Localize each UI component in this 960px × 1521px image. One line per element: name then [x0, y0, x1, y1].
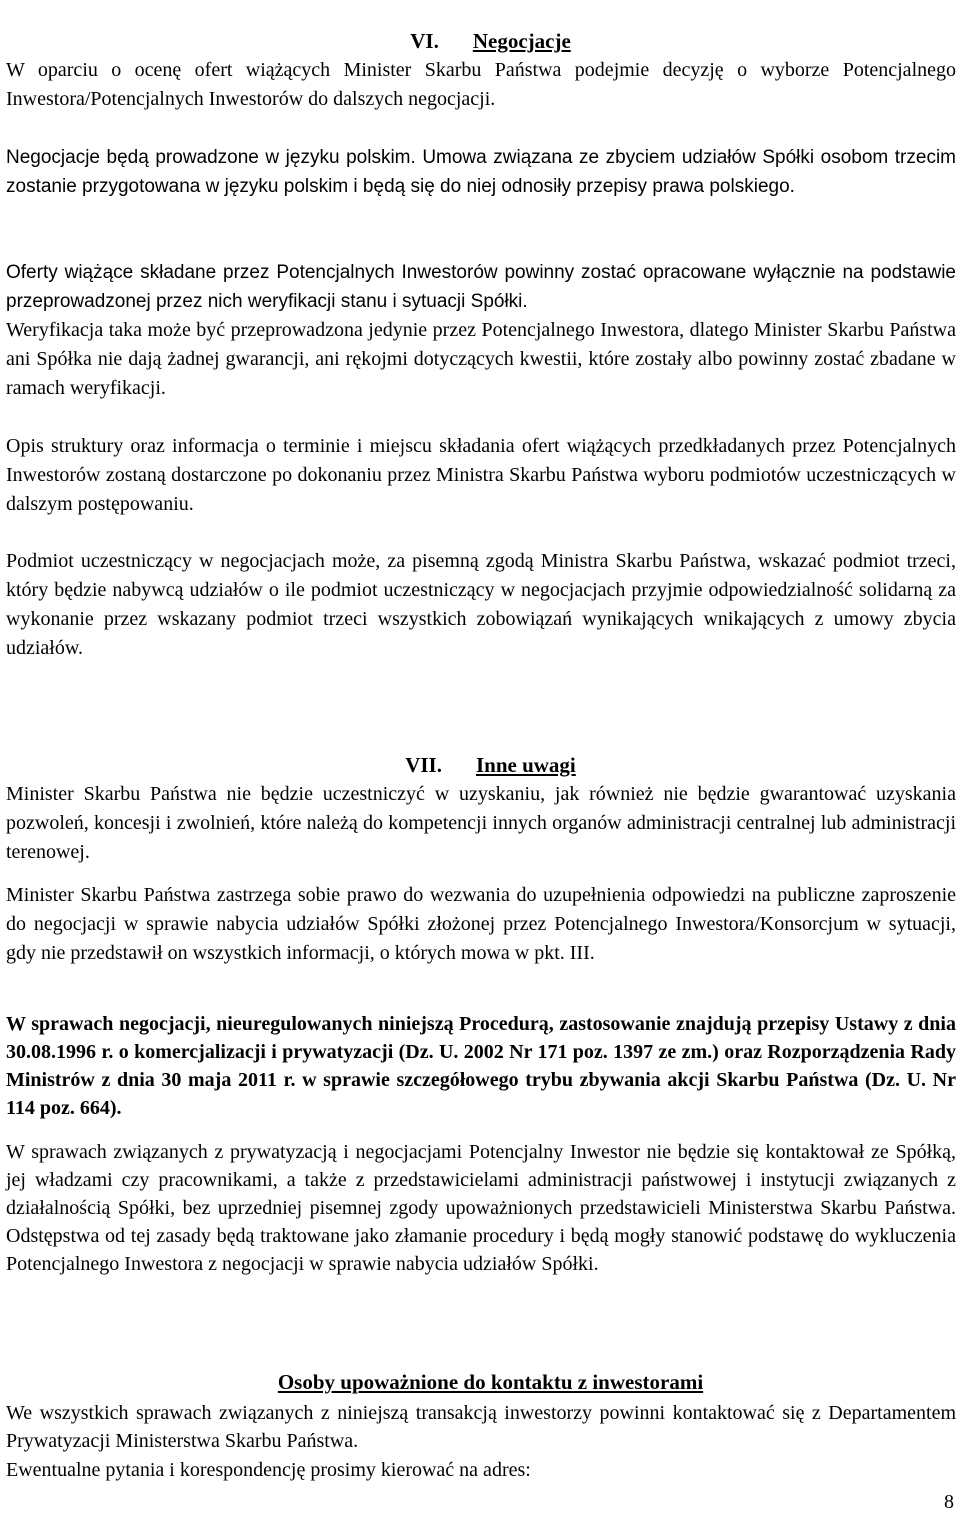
contacts-paragraph-1: We wszystkich sprawach związanych z niniejszą transakcją inwestorzy powinni kontaktować się z Departamentem Prywatyzacji Ministerstwa Skarbu Państwa. — [6, 1402, 956, 1452]
section-vii-paragraph-4: W sprawach związanych z prywatyzacją i negocjacjami Potencjalny Inwestor nie będzie się kontaktował ze Spółką, jej władzami czy pracownikami, a także z przedstawicielami administracji państwowej i instytucji związanych z działalnością Spółki, bez uprzedniej pisemnej zgody upoważnionych przedstawicieli Ministerstwa Skarbu Państwa. Odstępstwa od tej zasady będą traktowane jako złamanie procedury i będą mogły stanowić podstawę do wykluczenia Potencjalnego Inwestora z negocjacji w sprawie nabycia udziałów Spółki. — [6, 1141, 956, 1275]
section-vi-paragraph-1: W oparciu o ocenę ofert wiążących Minister Skarbu Państwa podejmie decyzję o wyborze Potencjalnego Inwestora/Potencjalnych Inwestorów do dalszych negocjacji. — [6, 59, 956, 110]
section-vi-title: Negocjacje — [472, 29, 571, 53]
contacts-paragraph-2: Ewentualne pytania i korespondencję prosimy kierować na adres: — [6, 1459, 531, 1481]
section-vii-number: VII. — [405, 753, 442, 777]
section-vi-paragraph-4: Weryfikacja taka może być przeprowadzona jedynie przez Potencjalnego Inwestora, dlatego Minister Skarbu Państwa ani Spółka nie dają żadnej gwarancji, ani rękojmi dotyczących kwestii, które zostały albo powinny zostać zbadane w ramach weryfikacji. — [6, 319, 956, 399]
section-vii-title: Inne uwagi — [475, 753, 576, 777]
section-vii-paragraph-3: W sprawach negocjacji, nieuregulowanych niniejszą Procedurą, zastosowanie znajdują przepisy Ustawy z dnia 30.08.1996 r. o komercjalizacji i prywatyzacji (Dz. U. 2002 Nr 171 poz. 1397 ze zm.) oraz Rozporządzenia Rady Ministrów z dnia 30 maja 2011 r. w sprawie szczegółowego trybu zbywania akcji Skarbu Państwa (Dz. U. Nr 114 poz. 664). — [6, 1013, 956, 1119]
page-number: 8 — [944, 1491, 954, 1513]
section-vii-paragraph-1: Minister Skarbu Państwa nie będzie uczestniczyć w uzyskaniu, jak również nie będzie gwarantować uzyskania pozwoleń, koncesji i zwolnień, które należą do kompetencji innych organów administracji centralnej lub administracji terenowej. — [6, 783, 956, 863]
section-vi-paragraph-2: Negocjacje będą prowadzone w języku polskim. Umowa związana ze zbyciem udziałów Spółki osobom trzecim zostanie przygotowana w języku polskim i będą się do niej odnosiły przepisy prawa polskiego. — [6, 147, 956, 197]
contacts-title: Osoby upoważnione do kontaktu z inwestorami — [277, 1370, 704, 1394]
section-vi-paragraph-5: Opis struktury oraz informacja o terminie i miejscu składania ofert wiążących przedkładanych przez Potencjalnych Inwestorów zostaną dostarczone po dokonaniu przez Ministra Skarbu Państwa wyboru podmiotów uczestniczących w dalszym postępowaniu. — [6, 435, 956, 515]
section-vi-paragraph-6: Podmiot uczestniczący w negocjacjach może, za pisemną zgodą Ministra Skarbu Państwa, wskazać podmiot trzeci, który będzie nabywcą udziałów o ile podmiot uczestniczący w negocjacjach przyjmie odpowiedzialność solidarną za wykonanie przez wskazany podmiot trzeci wszystkich zobowiązań wynikających wnikających z umowy zbycia udziałów. — [6, 550, 956, 659]
section-vii-paragraph-2: Minister Skarbu Państwa zastrzega sobie prawo do wezwania do uzupełnienia odpowiedzi na publiczne zaproszenie do negocjacji w sprawie nabycia udziałów Spółki złożonej przez Potencjalnego Inwestora/Konsorcjum w sytuacji, gdy nie przedstawił on wszystkich informacji, o których mowa w pkt. III. — [6, 884, 956, 964]
section-vi-number: VI. — [410, 29, 439, 53]
section-vi-paragraph-3: Oferty wiążące składane przez Potencjalnych Inwestorów powinny zostać opracowane wyłącznie na podstawie przeprowadzonej przez nich weryfikacji stanu i sytuacji Spółki. — [6, 262, 956, 312]
